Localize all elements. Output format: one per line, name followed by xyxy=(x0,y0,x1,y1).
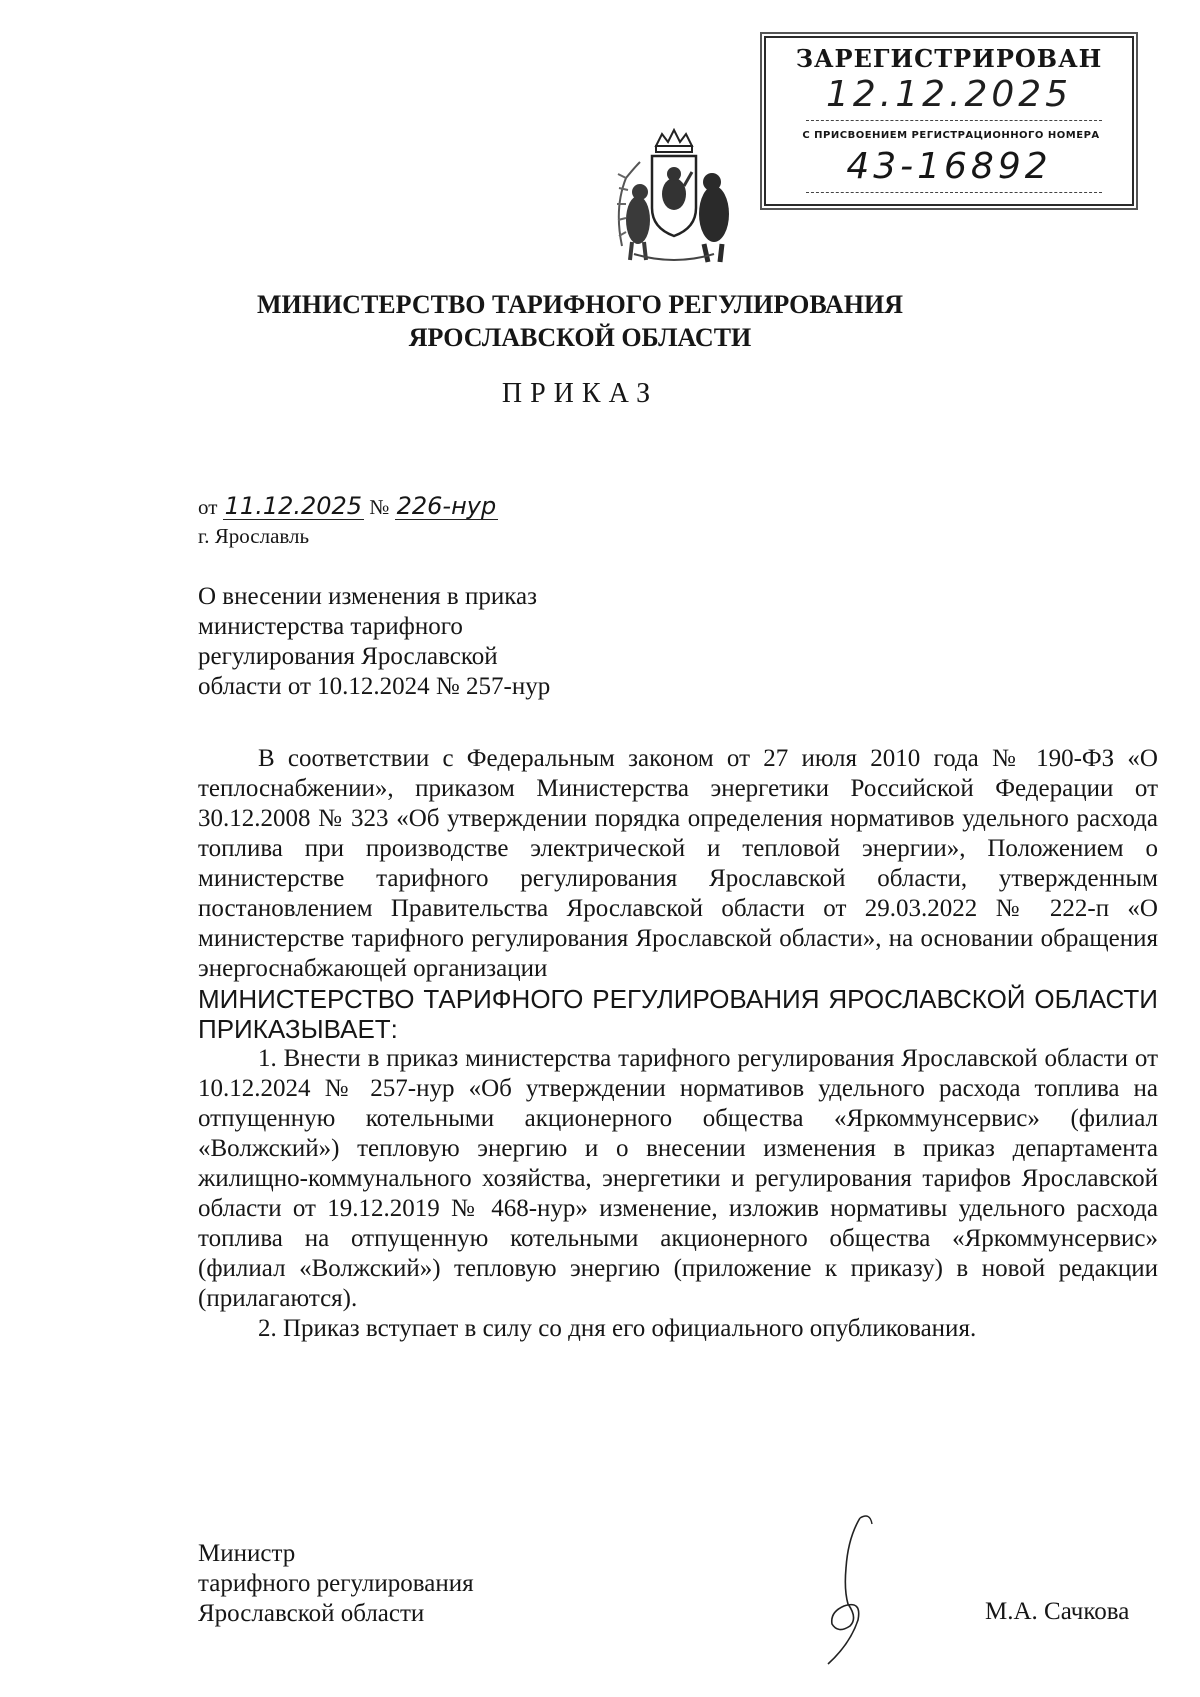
order-date-number xyxy=(198,493,498,523)
order-item-2: 2. Приказ вступает в силу со дня его официального опубликования. xyxy=(258,1315,977,1342)
registration-stamp xyxy=(764,36,1134,206)
handwritten-signature-icon xyxy=(788,1508,908,1668)
subject-line: регулирования Ярославской xyxy=(198,643,498,670)
ministry-title xyxy=(200,288,960,354)
ministry-title-line: МИНИСТЕРСТВО ТАРИФНОГО РЕГУЛИРОВАНИЯ xyxy=(256,290,904,319)
subject-line: О внесении изменения в приказ xyxy=(198,583,537,610)
order-directive: МИНИСТЕРСТВО ТАРИФНОГО РЕГУЛИРОВАНИЯ ЯРОСЛАВСКОЙ ОБЛАСТИ ПРИКАЗЫВАЕТ: xyxy=(198,984,1158,1044)
date-prefix: от xyxy=(198,495,218,519)
order-subject xyxy=(198,582,638,702)
order-body xyxy=(198,744,1158,1344)
stamp-title: ЗАРЕГИСТРИРОВАН xyxy=(795,44,1103,73)
stamp-divider xyxy=(806,192,1102,193)
order-number: 226-нур xyxy=(396,492,497,520)
city: г. Ярославль xyxy=(198,524,310,548)
signatory-title-line: тарифного регулирования xyxy=(198,1570,474,1597)
preamble-paragraph: В соответствии с Федеральным законом от 27 июля 2010 года № 190-ФЗ «О теплоснабжении», приказом Министерства энергетики Российской Федерации от 30.12.2008 № 323 «Об утверждении порядка определения нормативов удельного расхода топлива при производстве электрической и тепловой энергии», Положением о министерстве тарифного регулирования Ярославской области, утвержденным постановлением Правительства Ярославской области от 29.03.2022 № 222-п «О министерстве тарифного регулирования Ярославской области», на основании обращения энергоснабжающей организации xyxy=(198,745,1158,982)
number-prefix: № xyxy=(369,495,390,519)
signatory-name: М.А. Сачкова xyxy=(985,1598,1130,1625)
signatory-title-line: Министр xyxy=(198,1540,296,1567)
stamp-number: 43-16892 xyxy=(846,146,1052,187)
stamp-date: 12.12.2025 xyxy=(825,74,1073,115)
subject-line: области от 10.12.2024 № 257-нур xyxy=(198,673,551,700)
ministry-title-line: ЯРОСЛАВСКОЙ ОБЛАСТИ xyxy=(408,323,752,352)
signatory-title xyxy=(198,1539,474,1629)
document-type: ПРИКАЗ xyxy=(501,378,659,409)
coat-of-arms-icon xyxy=(604,128,744,268)
stamp-caption: С ПРИСВОЕНИЕМ РЕГИСТРАЦИОННОГО НОМЕРА xyxy=(802,130,1100,141)
signatory-title-line: Ярославской области xyxy=(198,1600,425,1627)
subject-line: министерства тарифного xyxy=(198,613,463,640)
order-date: 11.12.2025 xyxy=(224,492,363,520)
order-item-1: 1. Внести в приказ министерства тарифного регулирования Ярославской области от 10.12.2024 № 257-нур «Об утверждении нормативов удельного расхода топлива на отпущенную котельными акционерного общества «Яркоммунсервис» (филиал «Волжский») тепловую энергию и о внесении изменения в приказ департамента жилищно-коммунального хозяйства, энергетики и регулирования тарифов Ярославской области от 19.12.2019 № 468-нур» изменение, изложив нормативы удельного расхода топлива на отпущенную котельными акционерного общества «Яркоммунсервис» (филиал «Волжский») тепловую энергию (приложение к приказу) в новой редакции (прилагаются). xyxy=(198,1045,1158,1312)
stamp-divider xyxy=(806,120,1102,121)
